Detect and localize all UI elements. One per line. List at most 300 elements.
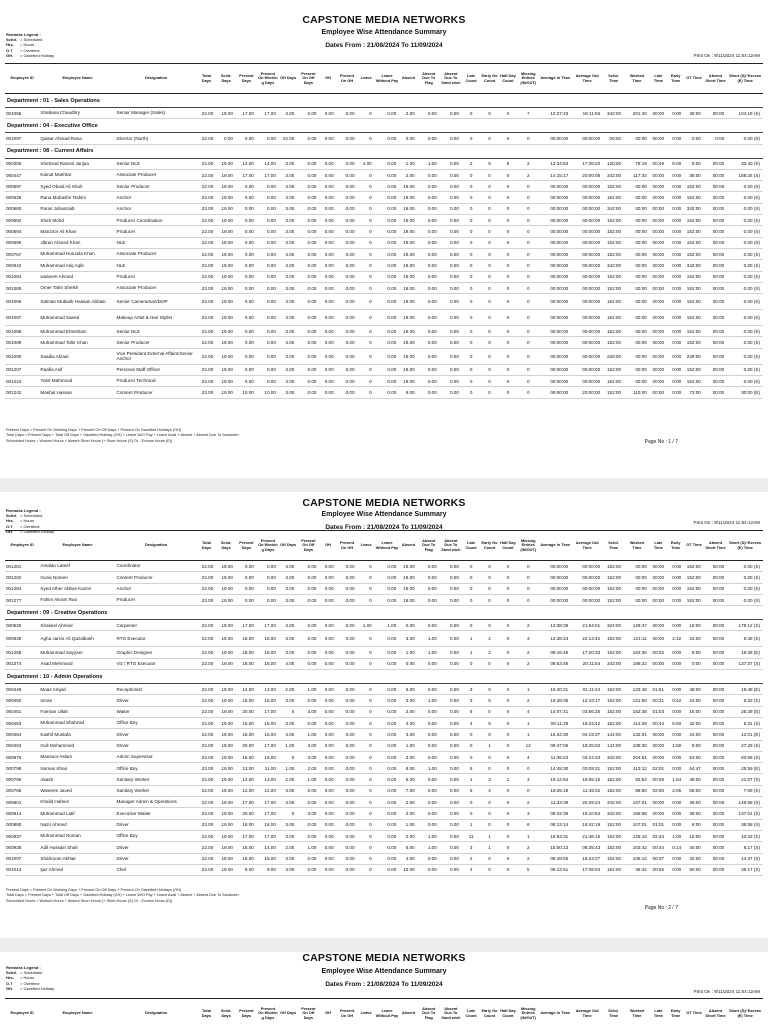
emp-name: Muhammad Atiq Aqib bbox=[39, 260, 115, 271]
table-row bbox=[5, 808, 763, 819]
ot-time: 0:00 bbox=[684, 658, 704, 669]
ot-time: 72:00 bbox=[684, 387, 704, 398]
absent-flag: 0.00 bbox=[418, 717, 440, 728]
early-go-count: 0 bbox=[480, 294, 498, 310]
emp-name: Shehzad Rasool Janjua bbox=[39, 158, 115, 169]
present-off: 0.00 bbox=[297, 169, 319, 180]
avg-in-time: 00:00:00 bbox=[539, 215, 571, 226]
emp-name: Muhammad Ehtesham bbox=[39, 326, 115, 337]
late-time: 00:43 bbox=[650, 717, 667, 728]
absent-short-time: 00:00 bbox=[704, 310, 727, 326]
early-time: 0:00 bbox=[667, 763, 684, 774]
footer-note: Total Days = Present Days + Total Off Days + Gazetted Holiday (GH) + Leave W/O Pay + Leave Avail + Absent + Absent Due To Sandwich bbox=[6, 893, 239, 898]
off-days: 3.00 bbox=[279, 282, 297, 293]
present-days: 0.00 bbox=[236, 282, 257, 293]
absent-short-time: 00:00 bbox=[704, 864, 727, 875]
total-days: 22.00 bbox=[197, 387, 217, 398]
gh: 0.00 bbox=[319, 729, 336, 740]
report-footer-notes bbox=[6, 428, 239, 444]
worked-time: 00:00 bbox=[624, 237, 650, 248]
avg-in-time: 06:12:51 bbox=[539, 864, 571, 875]
avg-in-time: 13:38:24 bbox=[539, 631, 571, 647]
table-row bbox=[5, 819, 763, 830]
table-row bbox=[5, 248, 763, 259]
present-days: 0.00 bbox=[236, 215, 257, 226]
absent-short-time: 00:00 bbox=[704, 572, 727, 583]
present-days: 16.00 bbox=[236, 729, 257, 740]
present-off: 0.00 bbox=[297, 248, 319, 259]
schd-time: 152:00 bbox=[603, 572, 624, 583]
schd-days: 19.00 bbox=[216, 717, 236, 728]
short-excess-time: 10:43 (S) bbox=[727, 830, 763, 841]
present-off: 0.00 bbox=[297, 203, 319, 214]
absent-flag: 0.00 bbox=[418, 864, 440, 875]
column-header-early-time: Early Time bbox=[670, 72, 681, 83]
missing-entries: 0 bbox=[517, 215, 539, 226]
late-time: 00:00 bbox=[650, 337, 667, 348]
off-days: 3.00 bbox=[279, 695, 297, 706]
schd-days: 19.00 bbox=[216, 226, 236, 237]
designation: Senior Producer bbox=[116, 181, 197, 192]
total-days: 22.00 bbox=[197, 326, 217, 337]
total-days: 22.00 bbox=[197, 348, 217, 364]
schd-days: 19.00 bbox=[216, 294, 236, 310]
late-time: 00:00 bbox=[650, 181, 667, 192]
late-time: 00:31 bbox=[650, 695, 667, 706]
leave-wo-pay: 1.00 bbox=[375, 620, 400, 631]
designation: Office Boy bbox=[116, 830, 197, 841]
schd-time: 152:00 bbox=[603, 819, 624, 830]
half-day-count: 0 bbox=[499, 133, 517, 144]
missing-entries: 1 bbox=[517, 717, 539, 728]
leave-wo-pay: 0.00 bbox=[375, 774, 400, 785]
absent-sandwich: 0.00 bbox=[440, 785, 462, 796]
total-days: 22.00 bbox=[197, 785, 217, 796]
worked-time: 82:52 bbox=[624, 774, 650, 785]
emp-id: 000453 bbox=[5, 717, 39, 728]
present-gh: 0.00 bbox=[337, 620, 358, 631]
emp-id: 000692 bbox=[5, 215, 39, 226]
late-time: 01:51 bbox=[650, 684, 667, 695]
designation: Senior NLE bbox=[116, 158, 197, 169]
absent-short-time: 00:00 bbox=[704, 169, 727, 180]
absent-sandwich: 0.00 bbox=[440, 808, 462, 819]
schd-time: 152:00 bbox=[603, 853, 624, 864]
absent-short-time: 00:00 bbox=[704, 751, 727, 762]
leave-wo-pay: 0.00 bbox=[375, 842, 400, 853]
short-excess-time: 0.00 (S) bbox=[727, 133, 763, 144]
half-day-count: 0 bbox=[499, 108, 517, 119]
table-row bbox=[5, 271, 763, 282]
late-time: 00:00 bbox=[650, 108, 667, 119]
missing-entries: 2 bbox=[517, 842, 539, 853]
short-excess-time: 0.00 (S) bbox=[727, 181, 763, 192]
leave: 0 bbox=[358, 260, 375, 271]
emp-id: 000801 bbox=[5, 797, 39, 808]
designation: Makeup Artist & Hair Stylist bbox=[116, 310, 197, 326]
missing-entries: 0 bbox=[517, 282, 539, 293]
present-gh: 0.00 bbox=[337, 181, 358, 192]
avg-out-time: 00:00:00 bbox=[571, 364, 603, 375]
late-time: 00:55 bbox=[650, 864, 667, 875]
column-header-half-day-count: Half Day Count bbox=[500, 1007, 516, 1018]
absent: 2.00 bbox=[399, 706, 417, 717]
absent-sandwich: 0.00 bbox=[440, 215, 462, 226]
worked-time: 36:42 bbox=[624, 864, 650, 875]
late-time: 00:00 bbox=[650, 226, 667, 237]
absent-sandwich: 0.00 bbox=[440, 364, 462, 375]
avg-in-time: 00:00:00 bbox=[539, 294, 571, 310]
missing-entries: 1 bbox=[517, 684, 539, 695]
gh: 0.00 bbox=[319, 695, 336, 706]
present-days: 15.00 bbox=[236, 853, 257, 864]
early-time: 5:50 bbox=[667, 717, 684, 728]
gh: 0.00 bbox=[319, 785, 336, 796]
absent-sandwich: 0.00 bbox=[440, 158, 462, 169]
schd-time: 152:00 bbox=[603, 271, 624, 282]
absent-flag: 0.00 bbox=[418, 583, 440, 594]
late-count: 0 bbox=[462, 203, 480, 214]
early-time: 0:00 bbox=[667, 237, 684, 248]
off-days: 3.00 bbox=[279, 226, 297, 237]
department-header bbox=[5, 606, 763, 620]
table-header-row bbox=[5, 531, 763, 561]
emp-id: 001065 bbox=[5, 108, 39, 119]
column-header-missing-entries: Missing Entries (IN/OUT) bbox=[520, 70, 537, 85]
designation: Anchor bbox=[116, 192, 197, 203]
present-off: 0.00 bbox=[297, 237, 319, 248]
present-off: 0.00 bbox=[297, 631, 319, 647]
designation: Driver bbox=[116, 695, 197, 706]
absent-sandwich: 0.00 bbox=[440, 108, 462, 119]
short-excess-time: 6:33 (S) bbox=[727, 695, 763, 706]
absent-sandwich: 0.00 bbox=[440, 631, 462, 647]
leave-wo-pay: 0.00 bbox=[375, 181, 400, 192]
present-off: 3.00 bbox=[297, 706, 319, 717]
total-days: 22.00 bbox=[197, 158, 217, 169]
worked-time: 00:00 bbox=[624, 133, 650, 144]
absent-short-time: 00:00 bbox=[704, 853, 727, 864]
early-go-count: 0 bbox=[480, 620, 498, 631]
absent-flag: 0.00 bbox=[418, 572, 440, 583]
absent: 19.00 bbox=[399, 326, 417, 337]
absent-short-time: 00:00 bbox=[704, 658, 727, 669]
column-header-leave: Leave bbox=[360, 542, 372, 548]
late-count: 2 bbox=[462, 158, 480, 169]
schd-days: 19.00 bbox=[216, 169, 236, 180]
schd-time: 152:00 bbox=[603, 864, 624, 875]
table-row bbox=[5, 706, 763, 717]
emp-name: Mashal Hassan bbox=[39, 387, 115, 398]
column-header-late-count: Late Count bbox=[465, 72, 477, 83]
emp-name: Waseem Javed bbox=[39, 785, 115, 796]
gh: 0.00 bbox=[319, 337, 336, 348]
worked-time: 78:19 bbox=[624, 158, 650, 169]
schd-days: 19.00 bbox=[216, 248, 236, 259]
schd-days: 19.00 bbox=[216, 819, 236, 830]
present-off: 0.00 bbox=[297, 133, 319, 144]
ot-time: 152:00 bbox=[684, 248, 704, 259]
present-gh: 0.00 bbox=[337, 785, 358, 796]
absent-sandwich: 0.00 bbox=[440, 181, 462, 192]
missing-entries: 0 bbox=[517, 763, 539, 774]
column-header-missing-entries: Missing Entries (IN/OUT) bbox=[520, 1005, 537, 1020]
late-time: 00:49 bbox=[650, 158, 667, 169]
company-title: CAPSTONE MEDIA NETWORKS bbox=[302, 952, 466, 964]
schd-days: 19.00 bbox=[216, 203, 236, 214]
early-go-count: 0 bbox=[480, 310, 498, 326]
avg-out-time: 00:00:00 bbox=[571, 226, 603, 237]
absent-flag: 0.00 bbox=[418, 594, 440, 605]
emp-id: 001284 bbox=[5, 583, 39, 594]
early-time: 2:06 bbox=[667, 785, 684, 796]
ot-time: 152:00 bbox=[684, 364, 704, 375]
present-gh: 0.00 bbox=[337, 729, 358, 740]
worked-time: 00:00 bbox=[624, 282, 650, 293]
avg-in-time: 00:00:00 bbox=[539, 572, 571, 583]
present-off: 0.00 bbox=[297, 348, 319, 364]
worked-time: 00:00 bbox=[624, 364, 650, 375]
absent: 19.00 bbox=[399, 348, 417, 364]
table-row bbox=[5, 226, 763, 237]
half-day-count: 1 bbox=[499, 774, 517, 785]
emp-name: Muhammad Noman bbox=[39, 830, 115, 841]
leave: 0 bbox=[358, 583, 375, 594]
late-time: 00:00 bbox=[650, 751, 667, 762]
short-excess-time: 0.00 (S) bbox=[727, 226, 763, 237]
schd-time: 144:00 bbox=[603, 740, 624, 751]
avg-out-time: 03:24:33 bbox=[571, 751, 603, 762]
present-working: 0.00 bbox=[257, 181, 279, 192]
schd-time: 152:00 bbox=[603, 376, 624, 387]
absent-flag: 0.00 bbox=[418, 310, 440, 326]
present-gh: 0.00 bbox=[337, 561, 358, 572]
schd-days: 19.00 bbox=[216, 706, 236, 717]
designation: Graphic Designer bbox=[116, 647, 197, 658]
avg-out-time: 00:00:00 bbox=[571, 337, 603, 348]
absent-flag: 0.00 bbox=[418, 658, 440, 669]
leave-wo-pay: 0.00 bbox=[375, 658, 400, 669]
missing-entries: 2 bbox=[517, 695, 539, 706]
early-go-count: 0 bbox=[480, 260, 498, 271]
gh: 0.00 bbox=[319, 842, 336, 853]
early-go-count: 1 bbox=[480, 842, 498, 853]
early-go-count: 2 bbox=[480, 631, 498, 647]
missing-entries: 0 bbox=[517, 133, 539, 144]
leave: 0 bbox=[358, 326, 375, 337]
late-time: 00:00 bbox=[650, 658, 667, 669]
absent: 19.00 bbox=[399, 337, 417, 348]
present-working: 16.00 bbox=[257, 751, 279, 762]
gh: 0.00 bbox=[319, 294, 336, 310]
absent-short-time: 00:00 bbox=[704, 237, 727, 248]
present-working: 0.00 bbox=[257, 271, 279, 282]
absent-short-time: 00:00 bbox=[704, 594, 727, 605]
present-gh: 0.00 bbox=[337, 248, 358, 259]
total-days: 22.00 bbox=[197, 774, 217, 785]
legend-item: O.T = Overtime bbox=[6, 523, 40, 529]
late-time: 00:00 bbox=[650, 294, 667, 310]
avg-in-time: 15:00:13 bbox=[539, 842, 571, 853]
emp-name: Muhammad Latif bbox=[39, 808, 115, 819]
leave-wo-pay: 0.00 bbox=[375, 260, 400, 271]
column-header-schd-time: Schd. Time bbox=[608, 539, 619, 550]
emp-id: 000767 bbox=[5, 248, 39, 259]
missing-entries: 2 bbox=[517, 853, 539, 864]
schd-time: 152:00 bbox=[603, 717, 624, 728]
absent-short-time: 0:00 bbox=[704, 133, 727, 144]
schd-time: 152:00 bbox=[603, 631, 624, 647]
missing-entries: 0 bbox=[517, 226, 539, 237]
absent-flag: 0.00 bbox=[418, 774, 440, 785]
column-header-worked-time: Worked Time bbox=[629, 1007, 645, 1018]
late-time: 00:00 bbox=[650, 561, 667, 572]
short-excess-time: 137:01 (S) bbox=[727, 808, 763, 819]
leave-wo-pay: 0.00 bbox=[375, 192, 400, 203]
total-days: 22.00 bbox=[197, 658, 217, 669]
early-time: 0:00 bbox=[667, 387, 684, 398]
late-count: 0 bbox=[462, 620, 480, 631]
footer-note: Present Days = Present On Working Days + Present On Off Days + Present On Gazetted Holidays (GH) bbox=[6, 888, 182, 892]
absent-flag: 0.00 bbox=[418, 181, 440, 192]
ot-time: 228:00 bbox=[684, 348, 704, 364]
avg-out-time: 17:20:33 bbox=[571, 647, 603, 658]
schd-time: 228:00 bbox=[603, 348, 624, 364]
emp-name: Saadia Afzaal bbox=[39, 348, 115, 364]
absent-flag: 0.00 bbox=[418, 108, 440, 119]
schd-days: 19.00 bbox=[216, 326, 236, 337]
early-time: 0:00 bbox=[667, 594, 684, 605]
absent-short-time: 00:00 bbox=[704, 260, 727, 271]
schd-time: 342:00 bbox=[603, 203, 624, 214]
column-header-emp-name: Employee Name bbox=[62, 1010, 93, 1016]
absent-sandwich: 0.00 bbox=[440, 819, 462, 830]
present-off: 2.00 bbox=[297, 763, 319, 774]
gh: 0.00 bbox=[319, 348, 336, 364]
present-working: 0.00 bbox=[257, 594, 279, 605]
early-time: 0:14 bbox=[667, 842, 684, 853]
absent: 19.00 bbox=[399, 181, 417, 192]
present-days: 0.00 bbox=[236, 594, 257, 605]
emp-name: Farman Ullah bbox=[39, 706, 115, 717]
early-go-count: 0 bbox=[480, 763, 498, 774]
early-go-count: 3 bbox=[480, 774, 498, 785]
schd-time: 342:00 bbox=[603, 169, 624, 180]
present-days: 16.00 bbox=[236, 695, 257, 706]
present-working: 0.00 bbox=[257, 203, 279, 214]
leave-wo-pay: 0.00 bbox=[375, 695, 400, 706]
present-off: 0.00 bbox=[297, 108, 319, 119]
absent-flag: 0.00 bbox=[418, 348, 440, 364]
leave: 0 bbox=[358, 808, 375, 819]
late-count: 0 bbox=[462, 572, 480, 583]
absent: 19.00 bbox=[399, 260, 417, 271]
late-time: 00:00 bbox=[650, 583, 667, 594]
missing-entries: 1 bbox=[517, 830, 539, 841]
half-day-count: 0 bbox=[499, 830, 517, 841]
early-time: 0:00 bbox=[667, 348, 684, 364]
gh: 0.00 bbox=[319, 684, 336, 695]
leave: 0 bbox=[358, 853, 375, 864]
emp-name: Akash bbox=[39, 774, 115, 785]
avg-out-time: 16:22:42 bbox=[571, 717, 603, 728]
avg-out-time: 00:00:00 bbox=[571, 326, 603, 337]
emp-name: Kainat Mukhtar bbox=[39, 169, 115, 180]
designation: RTG Executor bbox=[116, 631, 197, 647]
emp-id: 000597 bbox=[5, 181, 39, 192]
leave: 0 bbox=[358, 594, 375, 605]
absent: 19.00 bbox=[399, 203, 417, 214]
half-day-count: 0 bbox=[499, 729, 517, 740]
table-row bbox=[5, 192, 763, 203]
early-go-count: 0 bbox=[480, 226, 498, 237]
designation: Waiter bbox=[116, 706, 197, 717]
short-excess-time: 6:48 (S) bbox=[727, 631, 763, 647]
schd-time: 152:00 bbox=[603, 237, 624, 248]
emp-id: 001277 bbox=[5, 594, 39, 605]
absent-flag: 0.00 bbox=[418, 337, 440, 348]
present-off: 0.00 bbox=[297, 572, 319, 583]
early-go-count: 0 bbox=[480, 751, 498, 762]
early-go-count: 0 bbox=[480, 387, 498, 398]
missing-entries: 2 bbox=[517, 647, 539, 658]
column-header-schd-days: Schd. Days bbox=[220, 72, 232, 83]
absent: 19.00 bbox=[399, 248, 417, 259]
absent-flag: 0.00 bbox=[418, 271, 440, 282]
present-gh: 0.00 bbox=[337, 376, 358, 387]
absent: 19.00 bbox=[399, 594, 417, 605]
late-time: 00:00 bbox=[650, 620, 667, 631]
worked-time: 168:58 bbox=[624, 808, 650, 819]
late-time: 00:00 bbox=[650, 364, 667, 375]
department-name: Department : 01 - Sales Operations bbox=[5, 94, 763, 108]
designation: Associate Producer bbox=[116, 169, 197, 180]
ot-time: 152:00 bbox=[684, 583, 704, 594]
missing-entries: 3 bbox=[517, 774, 539, 785]
total-days: 22.00 bbox=[197, 819, 217, 830]
column-header-present-days: Present Days bbox=[239, 539, 254, 550]
off-days: 3.00 bbox=[279, 237, 297, 248]
avg-out-time: 15:05:15 bbox=[571, 774, 603, 785]
early-go-count: 0 bbox=[480, 797, 498, 808]
missing-entries: 4 bbox=[517, 751, 539, 762]
leave: 0 bbox=[358, 842, 375, 853]
present-working: 16.00 bbox=[257, 695, 279, 706]
present-off: 0.00 bbox=[297, 326, 319, 337]
schd-days: 19.00 bbox=[216, 583, 236, 594]
emp-name: Manzoor Ali Khan bbox=[39, 226, 115, 237]
early-time: 0:00 bbox=[667, 248, 684, 259]
half-day-count: 0 bbox=[499, 226, 517, 237]
schd-days: 19.00 bbox=[216, 658, 236, 669]
late-time: 00:00 bbox=[650, 133, 667, 144]
present-gh: 0.00 bbox=[337, 237, 358, 248]
leave: 0 bbox=[358, 108, 375, 119]
absent-short-time: 00:00 bbox=[704, 226, 727, 237]
column-header-early-go-count: Early Go Count bbox=[481, 1007, 498, 1018]
early-go-count: 0 bbox=[480, 282, 498, 293]
half-day-count: 0 bbox=[499, 376, 517, 387]
avg-in-time: 00:00:00 bbox=[539, 271, 571, 282]
avg-in-time: 00:00:00 bbox=[539, 337, 571, 348]
avg-out-time: 17:08:04 bbox=[571, 864, 603, 875]
absent-sandwich: 0.00 bbox=[440, 226, 462, 237]
total-days: 22.00 bbox=[197, 594, 217, 605]
avg-out-time: 00:00:00 bbox=[571, 271, 603, 282]
total-days: 22.00 bbox=[197, 684, 217, 695]
early-time: 0:00 bbox=[667, 294, 684, 310]
late-count: 4 bbox=[462, 864, 480, 875]
